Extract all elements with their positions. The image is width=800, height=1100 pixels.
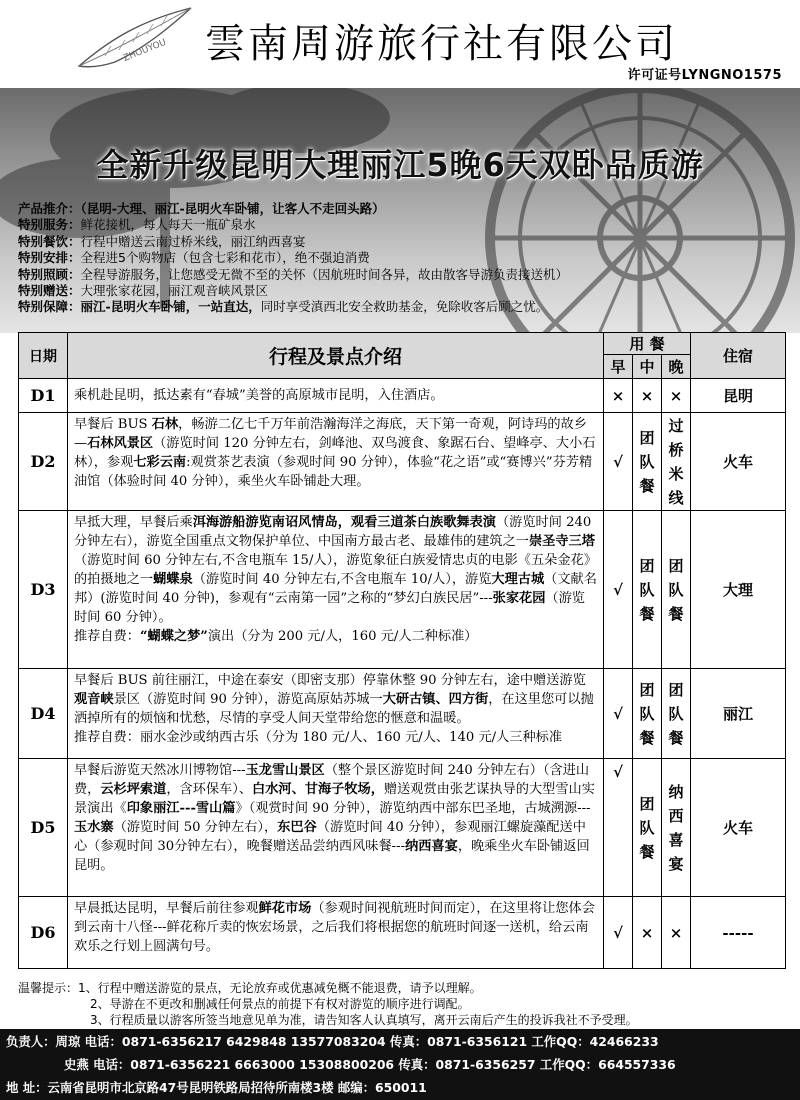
header xyxy=(0,0,800,88)
itinerary-table-wrap xyxy=(18,332,786,969)
note-item: 2、导游在不更改和删减任何景点的前提下有权对游览的顺序进行调配。 xyxy=(90,997,470,1011)
feature-label: 特别餐饮： xyxy=(18,233,81,249)
col-meal-header: 用 餐 xyxy=(604,333,691,355)
feature-row xyxy=(18,201,788,217)
notes xyxy=(18,980,638,1028)
day-label: D5 xyxy=(19,759,68,897)
stay-cell: 火车 xyxy=(691,413,786,511)
itinerary-table xyxy=(18,332,786,969)
table-row xyxy=(19,669,786,759)
note-item: 3、行程质量以游客所签当地意见单为准，请告知客人认真填写，离开云南后产生的投诉我社不予受理。 xyxy=(90,1013,638,1027)
feature-label: 特别服务： xyxy=(18,217,81,233)
feature-row xyxy=(18,283,788,299)
itinerary-text: 早餐后 BUS 前往丽江，中途在泰安（即密支那）停靠休整 90 分钟左右，途中赠送游览观音峡景区（游览时间 90 分钟），游览高原姑苏城一大研古镇、四方街，在这里您可以抛洒掉所有的烦恼和忧愁，尽情的享受人间天堂带给您的惬意和温暖。 推荐自费：丽水金沙或纳西古乐（分为 180 元/人、160 元/人、140 元/人三种标准 xyxy=(68,669,604,759)
itinerary-text: 早晨抵达昆明，早餐后前往参观鲜花市场（参观时间视航班时间而定），在这里将让您体会到云南十八怪---鲜花称斤卖的恢宏场景，之后我们将根据您的航班时间逐一送机，给云南欢乐之行划上圆满句号。 xyxy=(68,897,604,969)
feature-list xyxy=(18,201,788,316)
feature-text-bold: 丽江-昆明火车卧铺，一站直达， xyxy=(80,299,261,315)
license-number: 许可证号LYNGNO1575 xyxy=(627,68,782,83)
breakfast-cell: √ xyxy=(604,511,633,669)
dinner-cell: 过桥米线 xyxy=(662,413,691,511)
col-itinerary-header: 行程及景点介绍 xyxy=(68,333,604,379)
stay-cell: 昆明 xyxy=(691,379,786,413)
banner xyxy=(0,88,800,333)
logo-letters: ZHOUYOU xyxy=(122,37,168,64)
feature-label: 产品推介： xyxy=(18,201,81,216)
breakfast-cell: × xyxy=(604,379,633,413)
address-line: 地 址：云南省昆明市北京路47号昆明铁路局招待所南楼3楼 邮编：650011 xyxy=(6,1080,427,1095)
day-label: D1 xyxy=(19,379,68,413)
feature-row xyxy=(18,234,788,250)
dinner-cell: 团队餐 xyxy=(662,511,691,669)
table-row xyxy=(19,379,786,413)
feature-text: （昆明-大理、丽江-昆明火车卧铺，让客人不走回头路） xyxy=(80,201,385,216)
breakfast-cell: √ xyxy=(604,669,633,759)
contact-line-1: 负责人：周琼 电话：0871-6356217 6429848 13577083204 传真：0871-6356121 工作QQ：42466233 xyxy=(6,1034,659,1049)
feature-row xyxy=(18,217,788,233)
note-row xyxy=(18,1012,638,1028)
col-stay-header: 住宿 xyxy=(691,333,786,379)
feature-text: 全程导游服务，让您感受无微不至的关怀（因航班时间各异，故由散客导游负责接送机） xyxy=(80,266,569,282)
stay-cell: 大理 xyxy=(691,511,786,669)
itinerary-text: 早抵大理，早餐后乘洱海游船游览南诏风情岛，观看三道茶白族歌舞表演（游览时间 240 分钟左右），游览全国重点文物保护单位、中国南方最古老、最雄伟的建筑之一崇圣寺三塔（游览时间 60 分钟左右,不含电瓶车 15/人），游览象征白族爱情忠贞的电影《五朵金花》的拍摄地之一蝴蝶泉（游览时间 40 分钟左右,不含电瓶车 10/人），游览大理古城（文献名邦）(游览时间 40 分钟)，参观有“云南第一园”之称的“梦幻白族民居”---张家花园（游览时间 60 分钟）。 推荐自费：“蝴蝶之梦”演出（分为 200 元/人，160 元/人二种标准） xyxy=(68,511,604,669)
feature-text: 全程进5个购物店（包含七彩和花市），绝不强迫消费 xyxy=(80,250,370,266)
itinerary-text: 早餐后游览天然冰川博物馆---玉龙雪山景区（整个景区游览时间 240 分钟左右）（含进山费，云杉坪索道，含环保车）、白水河、甘海子牧场，赠送观赏由张艺谋执导的大型雪山实景演出《印象丽江---雪山篇》（观赏时间 90 分钟），游览纳西中部东巴圣地，古城溯源---玉水寨（游览时间 50 分钟左右），东巴谷（游览时间 40 分钟），参观丽江螺旋藻配送中心（参观时间 30分钟左右），晚餐赠送品尝纳西风味餐---纳西喜宴，晚乘坐火车卧铺返回昆明。 xyxy=(68,759,604,897)
day-label: D6 xyxy=(19,897,68,969)
lunch-cell: × xyxy=(633,379,662,413)
day-label: D3 xyxy=(19,511,68,669)
page-title: 全新升级昆明大理丽江5晚6天双卧品质游 xyxy=(96,146,704,184)
breakfast-cell: √ xyxy=(604,897,633,969)
feature-label: 特别保障： xyxy=(18,299,81,315)
lunch-cell: 团队餐 xyxy=(633,413,662,511)
stay-cell: 丽江 xyxy=(691,669,786,759)
breakfast-cell: √ xyxy=(604,413,633,511)
stay-cell: 火车 xyxy=(691,759,786,897)
lunch-cell: × xyxy=(633,897,662,969)
col-breakfast-header: 早 xyxy=(604,355,633,379)
feature-label: 特别赠送： xyxy=(18,283,81,299)
feature-row xyxy=(18,299,788,315)
lunch-cell: 团队餐 xyxy=(633,511,662,669)
dinner-cell: 纳西喜宴 xyxy=(662,759,691,897)
itinerary-text: 早餐后 BUS 石林，畅游二亿七千万年前浩瀚海洋之海底，天下第一奇观，阿诗玛的故乡—石林风景区（游览时间 120 分钟左右，剑峰池、双鸟渡食、象踞石台、望峰亭、大小石林），参观七彩云南:观赏茶艺表演（参观时间 90 分钟），体验“花之语”或“赛博兴”芬芳精油馆（体验时间 40 分钟），乘坐火车卧铺赴大理。 xyxy=(68,413,604,511)
lunch-cell: 团队餐 xyxy=(633,759,662,897)
col-dinner-header: 晚 xyxy=(662,355,691,379)
dinner-cell: 团队餐 xyxy=(662,669,691,759)
table-row xyxy=(19,413,786,511)
itinerary-text: 乘机赴昆明，抵达素有“春城”美誉的高原城市昆明，入住酒店。 xyxy=(68,379,604,413)
note-item: 1、行程中赠送游览的景点，无论放弃或优惠减免概不能退费，请予以理解。 xyxy=(78,981,482,995)
feature-text: 行程中赠送云南过桥米线，丽江纳西喜宴 xyxy=(80,233,306,249)
dinner-cell: × xyxy=(662,379,691,413)
feature-text: 同时享受滇西北安全救助基金，免除收客后顾之忧。 xyxy=(260,299,549,315)
table-row xyxy=(19,511,786,669)
feature-row xyxy=(18,267,788,283)
col-day-header: 日期 xyxy=(19,333,68,379)
feature-text: 大理张家花园，丽江观音峡风景区 xyxy=(80,283,269,299)
feature-text: 鲜花接机，每人每天一瓶矿泉水 xyxy=(80,217,256,233)
lunch-cell: 团队餐 xyxy=(633,669,662,759)
table-row xyxy=(19,759,786,897)
footer-contact-bar xyxy=(0,1029,800,1100)
contact-line-2: 史燕 电话：0871-6356221 6663000 15308800206 传真：0871-6356257 工作QQ：664557336 xyxy=(64,1057,676,1072)
breakfast-cell: √ xyxy=(604,759,633,897)
col-lunch-header: 中 xyxy=(633,355,662,379)
notes-label: 温馨提示： xyxy=(18,981,79,995)
note-row xyxy=(18,980,638,996)
dinner-cell: × xyxy=(662,897,691,969)
day-label: D4 xyxy=(19,669,68,759)
company-name: 雲南周游旅行社有限公司 xyxy=(205,21,678,67)
feature-row xyxy=(18,250,788,266)
note-row xyxy=(18,996,638,1012)
day-label: D2 xyxy=(19,413,68,511)
stay-cell: ----- xyxy=(691,897,786,969)
feature-label: 特别照顾： xyxy=(18,266,81,282)
table-row xyxy=(19,897,786,969)
feature-label: 特别安排： xyxy=(18,250,81,266)
feather-logo xyxy=(75,4,195,72)
